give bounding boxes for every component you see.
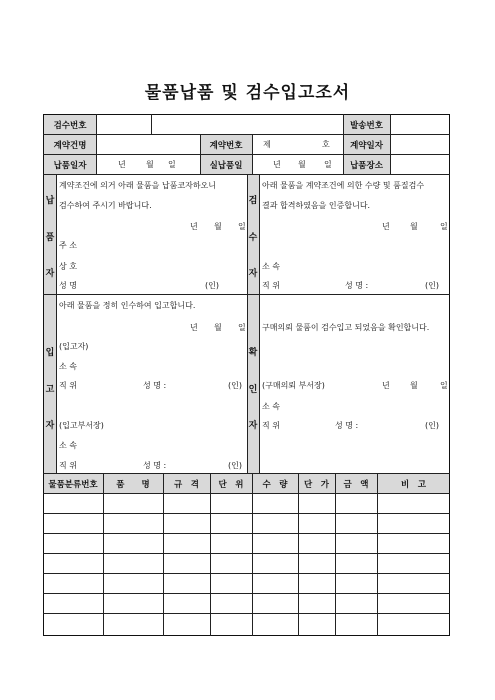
confirmation-dept-label: 소 속 [262,402,280,411]
receiving-side-char-3: 자 [45,421,55,431]
col-header-unit-price: 단 가 [304,480,329,490]
actual-delivery-day: 일 [324,160,332,169]
receiving-side-char-1: 입 [45,348,55,358]
receiving-manager-label: (입고부서장) [59,421,104,430]
delivery-side-char-1: 납 [45,196,55,206]
inspection-statement-line1: 아래 물품을 계약조건에 의한 수량 및 품질검수 [262,181,425,190]
receiving-statement: 아래 물품을 정히 인수하여 입고합니다. [59,301,196,310]
receiving-dept-label: 소 속 [59,362,77,371]
inspection-side-char-1: 검 [248,196,258,206]
shipping-no-field[interactable] [391,115,449,134]
inspection-dept-label: 소 속 [262,262,280,271]
col-header-remarks: 비 고 [401,480,426,490]
delivery-date-month: 월 [146,160,154,169]
delivery-place-field[interactable] [391,155,449,174]
confirmation-seal: (인) [425,421,439,430]
contract-name-field[interactable] [97,135,199,154]
delivery-date-day: 일 [168,160,176,169]
delivery-side-char-3: 자 [45,269,55,279]
col-header-quantity: 수 량 [262,480,288,490]
delivery-statement-line2: 검수하여 주시기 바랍니다. [59,201,152,210]
contract-no-prefix: 제 [263,140,271,149]
col-header-amount: 금 액 [343,480,369,490]
col-header-item-name: 품 명 [116,480,150,490]
inspection-side-char-2: 수 [248,233,258,243]
inspection-statement-line2: 결과 합격하였음을 인증합니다. [262,201,371,210]
table-row[interactable] [44,614,449,635]
delivery-date-day-text: 일 [238,222,246,231]
table-row[interactable] [44,514,449,533]
actual-delivery-year: 년 [273,160,281,169]
contract-no-suffix: 호 [322,140,330,149]
actual-delivery-label: 실납품일 [209,160,243,171]
col-header-spec: 규 격 [174,480,199,490]
confirmation-position-label: 직 위 [262,421,280,430]
inspection-no-field[interactable] [97,115,150,134]
confirmation-date-year: 년 [382,381,390,390]
receiving-name-label: 성 명 : [143,381,167,390]
contract-date-field[interactable] [391,135,449,154]
inspection-name-label: 성 명 : [345,281,369,290]
confirmation-side-char-2: 인 [248,385,258,395]
shipping-no-label: 발송번호 [350,120,383,131]
receiving-name-label-2: 성 명 : [143,461,167,470]
confirmation-name-label: 성 명 : [335,421,359,430]
receiving-date-day: 일 [238,323,246,332]
confirmation-side-char-3: 자 [248,421,258,431]
delivery-place-label: 납품장소 [350,160,383,171]
confirmation-date-month: 월 [410,381,418,390]
delivery-date-month-text: 월 [214,222,222,231]
col-header-unit: 단 위 [218,480,244,490]
delivery-side-char-2: 품 [45,233,55,243]
document-title: 물품납품 및 검수입고조서 [144,83,351,103]
inspection-position-label: 직 위 [262,281,280,290]
table-row[interactable] [44,494,449,513]
delivery-name-label: 성 명 [59,281,77,290]
col-header-item-code: 물품분류번호 [48,480,98,490]
receiving-seal-2: (인) [228,461,242,470]
receiving-side-char-2: 고 [45,385,55,395]
inspection-date-day: 일 [440,222,448,231]
inspection-side-char-3: 자 [248,269,258,279]
delivery-seal: (인) [205,281,219,290]
actual-delivery-month: 월 [298,160,306,169]
delivery-date-label: 납품일자 [53,160,87,171]
inspection-seal: (인) [425,281,439,290]
receiver-label: (입고자) [59,342,89,351]
receiving-seal: (인) [228,381,242,390]
contract-no-label: 계약번호 [209,140,243,151]
delivery-address-label: 주 소 [59,241,77,250]
receiving-date-month: 월 [214,323,222,332]
delivery-date-year-text: 년 [190,222,198,231]
inspection-no-label: 검수번호 [53,120,87,131]
confirmation-side-char-1: 확 [248,348,258,358]
requester-label: (구매의뢰 부서장) [262,381,325,390]
table-row[interactable] [44,534,449,553]
contract-date-label: 계약일자 [350,140,383,151]
table-row[interactable] [44,594,449,613]
confirmation-date-day: 일 [440,381,448,390]
receiving-dept-label-2: 소 속 [59,441,77,450]
inspection-date-month: 월 [410,222,418,231]
contract-name-label: 계약건명 [53,140,87,151]
confirmation-statement: 구매의뢰 물품이 검수입고 되었음을 확인합니다. [262,323,430,332]
receiving-date-year: 년 [190,323,198,332]
table-row[interactable] [44,574,449,593]
table-row[interactable] [44,554,449,573]
receiving-position-label: 직 위 [59,381,77,390]
receiving-position-label-2: 직 위 [59,461,77,470]
inspection-date-year: 년 [382,222,390,231]
delivery-company-label: 상 호 [59,262,77,271]
delivery-date-year: 년 [118,160,126,169]
delivery-statement-line1: 계약조건에 의거 아래 물품을 납품코자하오니 [59,181,217,190]
